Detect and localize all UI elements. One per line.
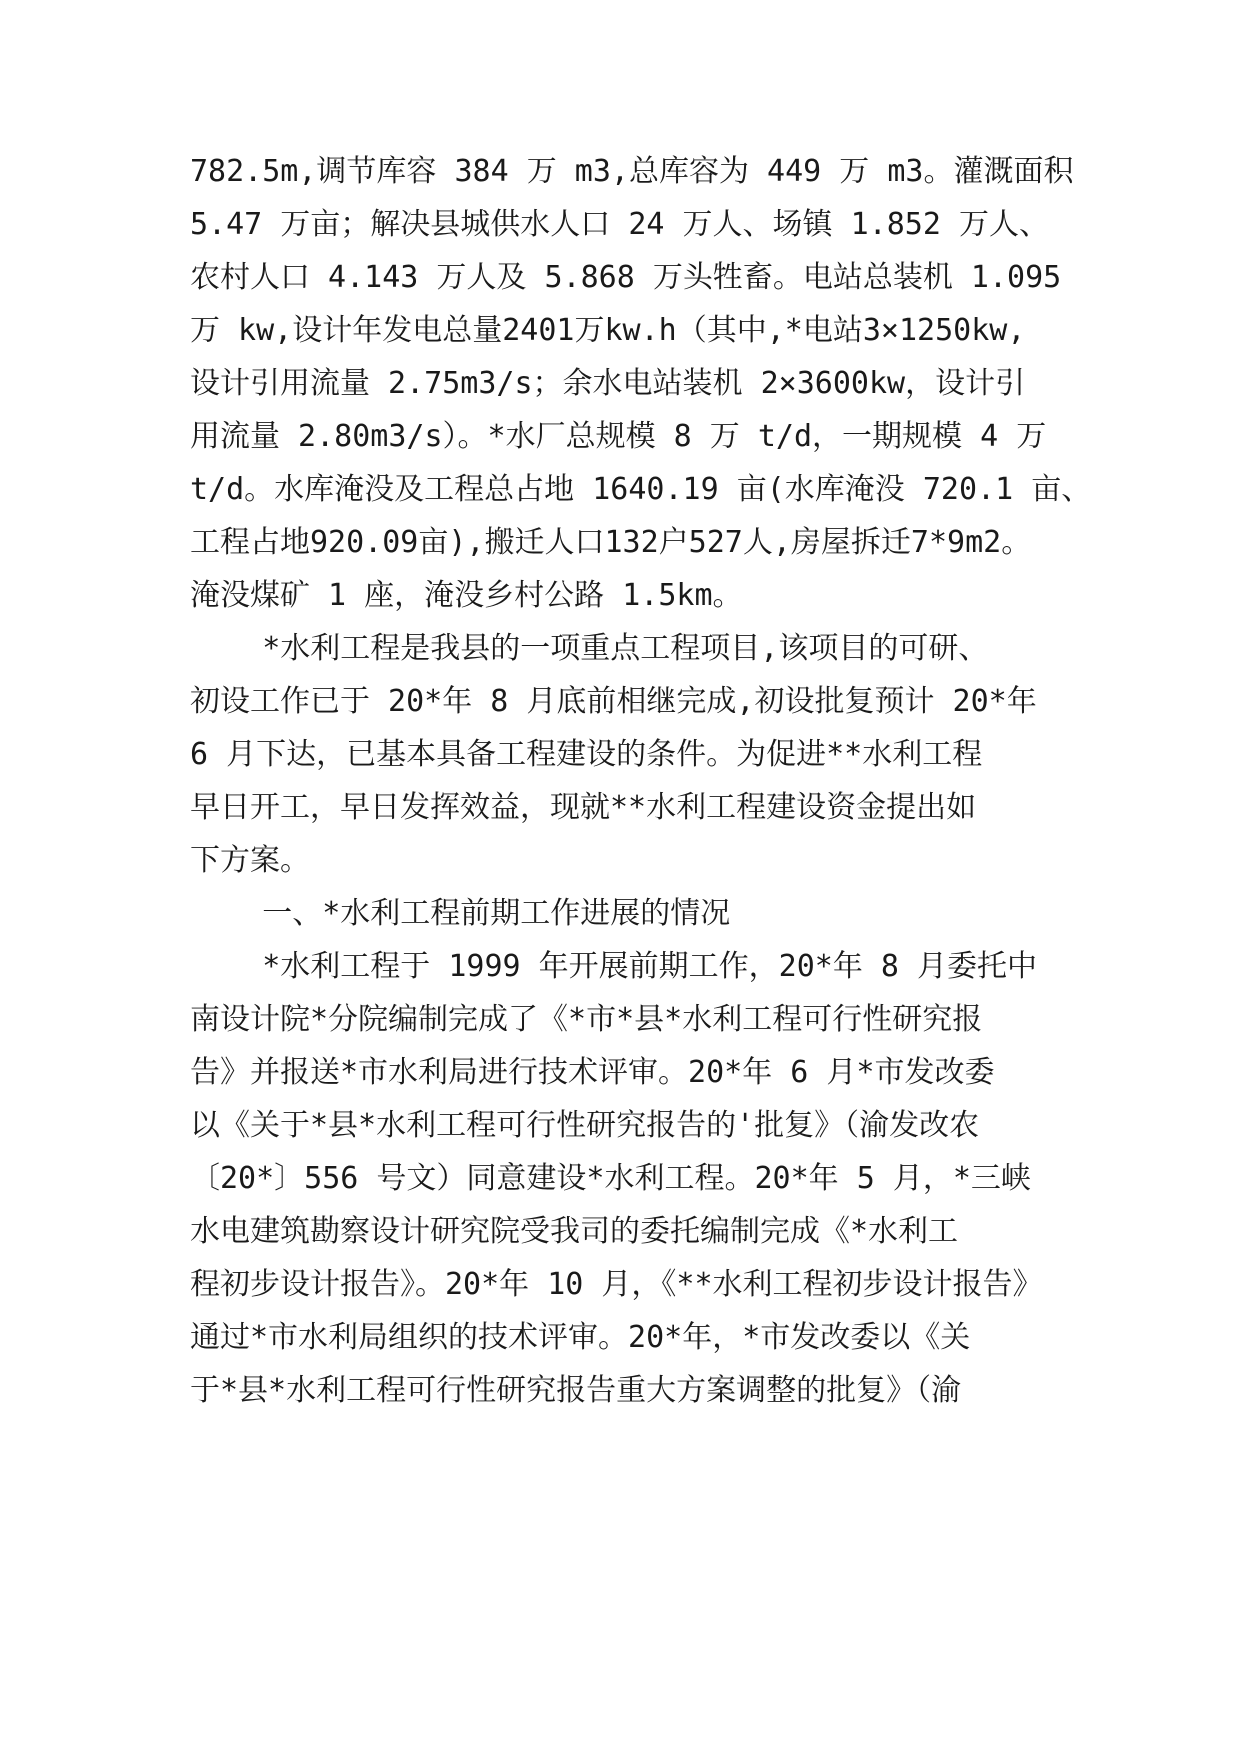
- text-line: t/d。水库淹没及工程总占地 1640.19 亩(水库淹没 720.1 亩、: [190, 472, 1092, 507]
- text-line: 下方案。: [190, 843, 310, 878]
- text-line: 南设计院*分院编制完成了《*市*县*水利工程可行性研究报: [190, 1002, 983, 1037]
- text-line: 早日开工，早日发挥效益，现就**水利工程建设资金提出如: [190, 790, 977, 825]
- section-heading: 一、*水利工程前期工作进展的情况: [190, 896, 731, 931]
- text-line: 5.47 万亩；解决县城供水人口 24 万人、场镇 1.852 万人、: [190, 207, 1049, 242]
- text-line: *水利工程是我县的一项重点工程项目,该项目的可研、: [190, 631, 989, 666]
- text-line: 告》并报送*市水利局进行技术评审。20*年 6 月*市发改委: [190, 1055, 995, 1090]
- text-line: 淹没煤矿 1 座，淹没乡村公路 1.5km。: [190, 578, 743, 613]
- text-line: 用流量 2.80m3/s）。*水厂总规模 8 万 t/d，一期规模 4 万: [190, 419, 1047, 454]
- text-line: 6 月下达，已基本具备工程建设的条件。为促进**水利工程: [190, 737, 983, 772]
- text-line: 〔20*〕556 号文）同意建设*水利工程。20*年 5 月，*三峡: [190, 1161, 1031, 1196]
- text-line: 工程占地920.09亩),搬迁人口132户527人,房屋拆迁7*9m2。: [190, 525, 1032, 560]
- text-line: 农村人口 4.143 万人及 5.868 万头牲畜。电站总装机 1.095: [190, 260, 1062, 295]
- text-line: 通过*市水利局组织的技术评审。20*年，*市发改委以《关: [190, 1320, 971, 1355]
- text-line: 以《关于*县*水利工程可行性研究报告的'批复》（渝发改农: [190, 1108, 980, 1143]
- text-line: 初设工作已于 20*年 8 月底前相继完成,初设批复预计 20*年: [190, 684, 1037, 719]
- text-line: 于*县*水利工程可行性研究报告重大方案调整的批复》（渝: [190, 1373, 962, 1408]
- text-line: 程初步设计报告》。20*年 10 月，《**水利工程初步设计报告》: [190, 1267, 1043, 1302]
- text-line: 设计引用流量 2.75m3/s；余水电站装机 2×3600kw，设计引: [190, 366, 1026, 401]
- text-line: 782.5m,调节库容 384 万 m3,总库容为 449 万 m3。灌溉面积: [190, 154, 1074, 189]
- text-line: 水电建筑勘察设计研究院受我司的委托编制完成《*水利工: [190, 1214, 959, 1249]
- text-line: *水利工程于 1999 年开展前期工作，20*年 8 月委托中: [190, 949, 1038, 984]
- text-line: 万 kw,设计年发电总量2401万kw.h（其中,*电站3×1250kw,: [190, 313, 1026, 348]
